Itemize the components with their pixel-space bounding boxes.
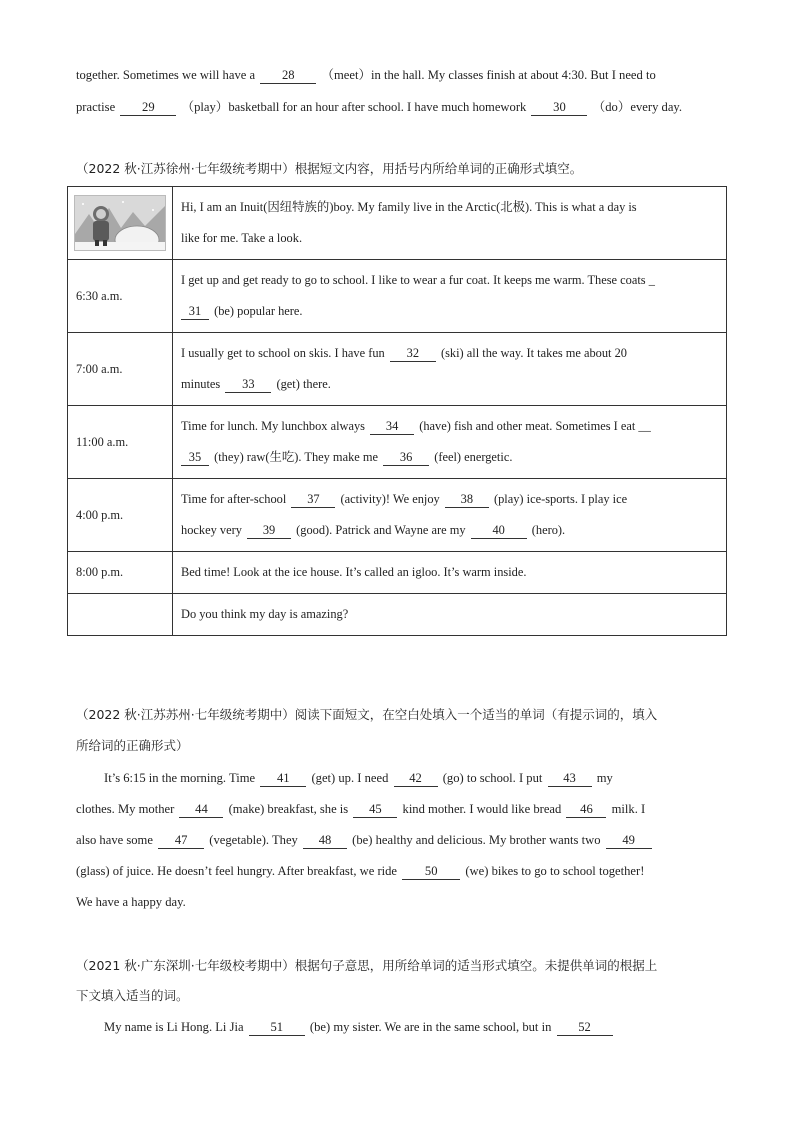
- blank-28[interactable]: 28: [260, 68, 316, 84]
- blank-46[interactable]: 46: [566, 802, 606, 818]
- text: like for me. Take a look.: [181, 231, 303, 245]
- text: (ski) all the way. It takes me about 20: [440, 346, 627, 360]
- time-cell: [68, 594, 173, 636]
- blank-47[interactable]: 47: [158, 833, 204, 849]
- text: (be) popular here.: [214, 304, 303, 318]
- text: hockey very: [181, 523, 242, 537]
- section-heading: 下文填入适当的词。: [76, 988, 189, 1003]
- text: （play）basketball for an hour after school. I have much homework: [181, 100, 527, 114]
- blank-39[interactable]: 39: [247, 523, 291, 539]
- blank-31[interactable]: 31: [181, 304, 209, 320]
- table-cell-text: [173, 479, 727, 552]
- table-row: [68, 260, 727, 333]
- text: (feel) energetic.: [434, 450, 513, 464]
- blank-40[interactable]: 40: [471, 523, 527, 539]
- blank-34[interactable]: 34: [370, 419, 414, 435]
- table-cell-text: [173, 594, 727, 636]
- blank-50[interactable]: 50: [402, 864, 460, 880]
- paragraph-line: also have some 47 (vegetable). They 48 (be) healthy and delicious. My brother wants two 49: [76, 831, 654, 849]
- blank-30[interactable]: 30: [531, 100, 587, 116]
- section-heading: （2021 秋·广东深圳·七年级校考期中）根据句子意思，用所给单词的适当形式填空。未提供单词的根据上: [76, 958, 658, 973]
- text: (have) fish and other meat. Sometimes I eat __: [419, 419, 651, 433]
- table-row: [68, 594, 727, 636]
- paragraph-line: It’s 6:15 in the morning. Time 41 (get) up. I need 42 (go) to school. I put 43 my: [104, 771, 613, 785]
- text: Time for after-school: [181, 492, 287, 506]
- time-cell: 4:00 p.m.: [68, 479, 173, 552]
- table-row: [68, 187, 727, 260]
- blank-41[interactable]: 41: [260, 771, 306, 787]
- text: I get up and get ready to go to school. I like to wear a fur coat. It keeps me warm. These coats _: [181, 273, 655, 287]
- text: Bed time! Look at the ice house. It’s called an igloo. It’s warm inside.: [181, 565, 527, 579]
- inuit-boy-illustration: [74, 195, 166, 251]
- blank-37[interactable]: 37: [291, 492, 335, 508]
- blank-49[interactable]: 49: [606, 833, 652, 849]
- text: Do you think my day is amazing?: [181, 607, 349, 621]
- blank-32[interactable]: 32: [390, 346, 436, 362]
- table-row: [68, 333, 727, 406]
- time-cell: 7:00 a.m.: [68, 333, 173, 406]
- table-row: [68, 552, 727, 594]
- blank-33[interactable]: 33: [225, 377, 271, 393]
- table-row: [68, 406, 727, 479]
- table-cell-image: [68, 187, 173, 260]
- text: (hero).: [531, 523, 566, 537]
- paragraph-line: My name is Li Hong. Li Jia 51 (be) my sister. We are in the same school, but in 52: [104, 1018, 615, 1036]
- table-cell-text: [173, 260, 727, 333]
- text: （meet）in the hall. My classes finish at about 4:30. But I need to: [321, 68, 656, 82]
- schedule-table: [67, 186, 727, 636]
- blank-38[interactable]: 38: [445, 492, 489, 508]
- text-line: [76, 98, 682, 116]
- text: together. Sometimes we will have a: [76, 68, 256, 82]
- blank-43[interactable]: 43: [548, 771, 592, 787]
- section-heading: 所给词的正确形式）: [76, 738, 189, 753]
- blank-45[interactable]: 45: [353, 802, 397, 818]
- blank-48[interactable]: 48: [303, 833, 347, 849]
- table-row: [68, 479, 727, 552]
- text: I usually get to school on skis. I have fun: [181, 346, 385, 360]
- blank-35[interactable]: 35: [181, 450, 209, 466]
- text: Time for lunch. My lunchbox always: [181, 419, 366, 433]
- blank-51[interactable]: 51: [249, 1020, 305, 1036]
- time-cell: 6:30 a.m.: [68, 260, 173, 333]
- blank-36[interactable]: 36: [383, 450, 429, 466]
- text: (play) ice-sports. I play ice: [493, 492, 628, 506]
- table-cell-text: [173, 406, 727, 479]
- blank-44[interactable]: 44: [179, 802, 223, 818]
- paragraph-line: We have a happy day.: [76, 895, 186, 909]
- paragraph-line: (glass) of juice. He doesn’t feel hungry. After breakfast, we ride 50 (we) bikes to go to school together!: [76, 864, 645, 878]
- text: (activity)! We enjoy: [340, 492, 440, 506]
- text: （do）every day.: [592, 100, 683, 114]
- blank-29[interactable]: 29: [120, 100, 176, 116]
- blank-52[interactable]: 52: [557, 1020, 613, 1036]
- section-heading: （2022 秋·江苏徐州·七年级统考期中）根据短文内容，用括号内所给单词的正确形式填空。: [76, 161, 583, 176]
- text: (get) there.: [276, 377, 331, 391]
- section-heading: （2022 秋·江苏苏州·七年级统考期中）阅读下面短文，在空白处填入一个适当的单词（有提示词的，填入: [76, 707, 658, 722]
- table-cell-text: [173, 552, 727, 594]
- time-cell: 8:00 p.m.: [68, 552, 173, 594]
- text: (they) raw(生吃). They make me: [214, 450, 378, 464]
- table-cell-text: [173, 187, 727, 260]
- text: practise: [76, 100, 116, 114]
- time-cell: 11:00 a.m.: [68, 406, 173, 479]
- blank-42[interactable]: 42: [394, 771, 438, 787]
- table-cell-text: [173, 333, 727, 406]
- text: Hi, I am an Inuit(因纽特族的)boy. My family live in the Arctic(北极). This is what a day is: [181, 200, 637, 214]
- text: (good). Patrick and Wayne are my: [296, 523, 466, 537]
- text-line: [76, 66, 656, 84]
- paragraph-line: clothes. My mother 44 (make) breakfast, she is 45 kind mother. I would like bread 46 milk. I: [76, 802, 646, 816]
- text: minutes: [181, 377, 221, 391]
